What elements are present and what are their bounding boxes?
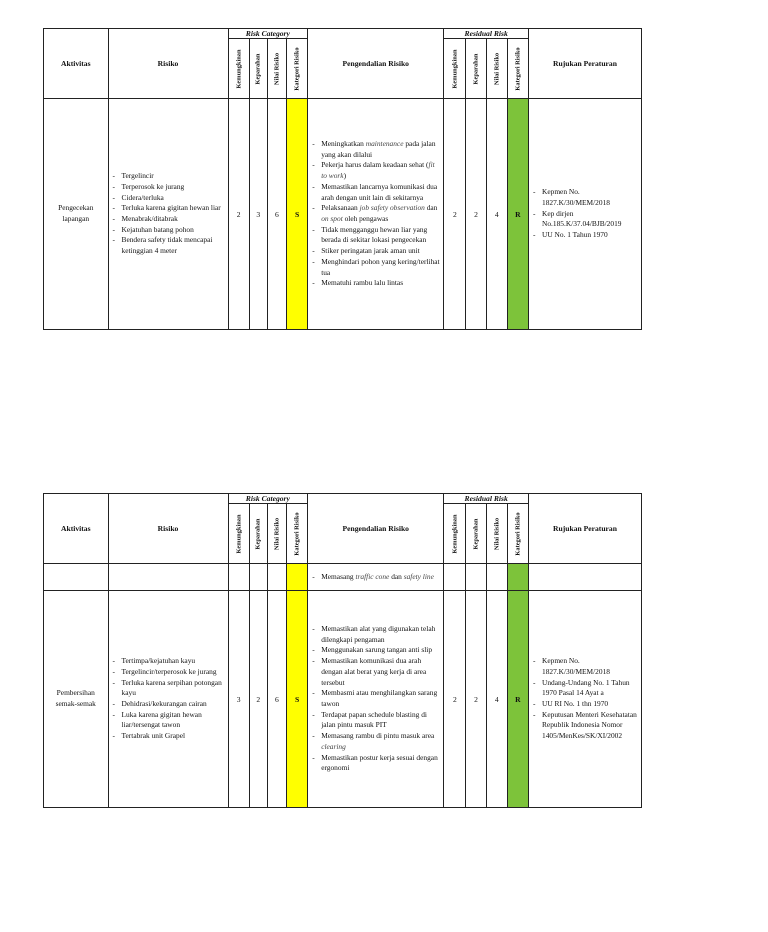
pengendalian-cell xyxy=(308,564,444,591)
header-nilai-risiko: Nilai Risiko xyxy=(267,39,286,99)
header-risiko: Risiko xyxy=(108,29,228,99)
list-item: - Stiker peringatan jarak aman unit xyxy=(312,246,440,257)
list-item: - Tertabrak unit Grapel xyxy=(113,731,225,742)
header-res-kemungkinan: Kemungkinan xyxy=(444,504,466,564)
kategori-risiko-badge: S xyxy=(286,591,307,808)
header-aktivitas: Aktivitas xyxy=(44,494,109,564)
list-item: - Membasmi atau menghilangkan sarang tawon xyxy=(312,688,440,709)
list-item: - Kepmen No. 1827.K/30/MEM/2018 xyxy=(533,656,638,677)
list-item: - Meningkatkan maintenance pada jalan yang akan dilalui xyxy=(312,139,440,160)
kategori-risiko-badge: S xyxy=(286,99,307,330)
header-res-kategori-risiko: Kategori Risiko xyxy=(507,504,528,564)
list-item: - Mematuhi rambu lalu lintas xyxy=(312,278,440,289)
list-item: - Pekerja harus dalam keadaan sehat (fit to work) xyxy=(312,160,440,181)
list-item: - Memasang rambu di pintu masuk area clearing xyxy=(312,731,440,752)
res-kategori-risiko-badge: R xyxy=(507,591,528,808)
header-aktivitas: Aktivitas xyxy=(44,29,109,99)
header-keparahan: Keparahan xyxy=(249,504,267,564)
res-nilai-risiko-value: 4 xyxy=(486,591,507,808)
risk-table-1 xyxy=(43,28,642,330)
table-row-continuation xyxy=(44,564,642,591)
rujukan-cell xyxy=(529,99,642,330)
nilai-risiko-value: 6 xyxy=(267,591,286,808)
list-item: - Luka karena gigitan hewan liar/tersengat tawon xyxy=(113,710,225,731)
nilai-risiko-value: 6 xyxy=(267,99,286,330)
list-item: - Pelaksanaan job safety observation dan on spot oleh pengawas xyxy=(312,203,440,224)
res-kemungkinan-value: 2 xyxy=(444,99,466,330)
header-residual-risk: Residual Risk xyxy=(444,29,529,39)
header-kategori-risiko: Kategori Risiko xyxy=(286,39,307,99)
header-pengendalian: Pengendalian Risiko xyxy=(308,29,444,99)
header-res-kemungkinan: Kemungkinan xyxy=(444,39,466,99)
risiko-list xyxy=(109,656,228,742)
list-item: - Menghindari pohon yang kering/terlihat tua xyxy=(312,257,440,278)
header-kemungkinan: Kemungkinan xyxy=(228,39,249,99)
rujukan-cell xyxy=(529,591,642,808)
list-item: - Memastikan lancarnya komunikasi dua arah dengan unit lain di sekitarnya xyxy=(312,182,440,203)
aktivitas-cell: Pengecekan lapangan xyxy=(44,99,109,330)
list-item: - Undang-Undang No. 1 Tahun 1970 Pasal 14 Ayat a xyxy=(533,678,638,699)
list-item: - Kejatuhan batang pohon xyxy=(113,225,225,236)
header-risk-category: Risk Category xyxy=(228,494,308,504)
risiko-list xyxy=(109,171,228,257)
pengendalian-cell xyxy=(308,591,444,808)
list-item: - Terluka karena gigitan hewan liar xyxy=(113,203,225,214)
risiko-cell xyxy=(108,591,228,808)
list-item: - Kepmen No. 1827.K/30/MEM/2018 xyxy=(533,187,638,208)
list-item: - Cidera/terluka xyxy=(113,193,225,204)
kemungkinan-value: 2 xyxy=(228,99,249,330)
list-item: - Kep dirjen No.185.K/37.04/BJB/2019 xyxy=(533,209,638,230)
res-keparahan-value: 2 xyxy=(466,591,486,808)
list-item: - Tergelincir xyxy=(113,171,225,182)
header-kemungkinan: Kemungkinan xyxy=(228,504,249,564)
header-res-nilai-risiko: Nilai Risiko xyxy=(486,39,507,99)
header-pengendalian: Pengendalian Risiko xyxy=(308,494,444,564)
list-item: - Terdapat papan schedule blasting di jalan pintu masuk PIT xyxy=(312,710,440,731)
res-nilai-risiko-value: 4 xyxy=(486,99,507,330)
header-rujukan: Rujukan Peraturan xyxy=(529,494,642,564)
header-res-keparahan: Keparahan xyxy=(466,504,486,564)
table-row xyxy=(44,99,642,330)
res-keparahan-value: 2 xyxy=(466,99,486,330)
list-item: - Memastikan komunikasi dua arah dengan alat berat yang kerja di area tersebut xyxy=(312,656,440,688)
header-rujukan: Rujukan Peraturan xyxy=(529,29,642,99)
risiko-cell xyxy=(108,99,228,330)
pengendalian-list xyxy=(308,624,443,774)
list-item: - Memasang traffic cone dan safety line xyxy=(312,572,440,583)
list-item: - UU No. 1 Tahun 1970 xyxy=(533,230,638,241)
list-item: - UU RI No. 1 thn 1970 xyxy=(533,699,638,710)
list-item: - Terperosok ke jurang xyxy=(113,182,225,193)
header-res-nilai-risiko: Nilai Risiko xyxy=(486,504,507,564)
keparahan-value: 3 xyxy=(249,99,267,330)
list-item: - Terluka karena serpihan potongan kayu xyxy=(113,678,225,699)
header-res-kategori-risiko: Kategori Risiko xyxy=(507,39,528,99)
header-res-keparahan: Keparahan xyxy=(466,39,486,99)
risk-table-2 xyxy=(43,493,642,808)
header-residual-risk: Residual Risk xyxy=(444,494,529,504)
list-item: - Tidak mengganggu hewan liar yang berada di sekitar lokasi pengecekan xyxy=(312,225,440,246)
table-row xyxy=(44,591,642,808)
res-kategori-risiko-badge: R xyxy=(507,99,528,330)
list-item: - Dehidrasi/kekurangan cairan xyxy=(113,699,225,710)
list-item: - Tertimpa/kejatuhan kayu xyxy=(113,656,225,667)
rujukan-list xyxy=(529,187,641,241)
pengendalian-cell xyxy=(308,99,444,330)
list-item: - Keputusan Menteri Kesehatatan Republik Indonesia Nomor 1405/MenKes/SK/XI/2002 xyxy=(533,710,638,742)
aktivitas-cell: Pembersihan semak-semak xyxy=(44,591,109,808)
list-item: - Memastikan postur kerja sesuai dengan ergonomi xyxy=(312,753,440,774)
header-risiko: Risiko xyxy=(108,494,228,564)
header-keparahan: Keparahan xyxy=(249,39,267,99)
list-item: - Memastikan alat yang digunakan telah dilengkapi pengaman xyxy=(312,624,440,645)
list-item: - Menggunakan sarung tangan anti slip xyxy=(312,645,440,656)
header-nilai-risiko: Nilai Risiko xyxy=(267,504,286,564)
list-item: - Tergelincir/terperosok ke jurang xyxy=(113,667,225,678)
kemungkinan-value: 3 xyxy=(228,591,249,808)
list-item: - Menabrak/ditabrak xyxy=(113,214,225,225)
keparahan-value: 2 xyxy=(249,591,267,808)
res-kemungkinan-value: 2 xyxy=(444,591,466,808)
pengendalian-list xyxy=(308,139,443,289)
header-kategori-risiko: Kategori Risiko xyxy=(286,504,307,564)
list-item: - Bendera safety tidak mencapai ketinggian 4 meter xyxy=(113,235,225,256)
header-risk-category: Risk Category xyxy=(228,29,308,39)
rujukan-list xyxy=(529,656,641,742)
